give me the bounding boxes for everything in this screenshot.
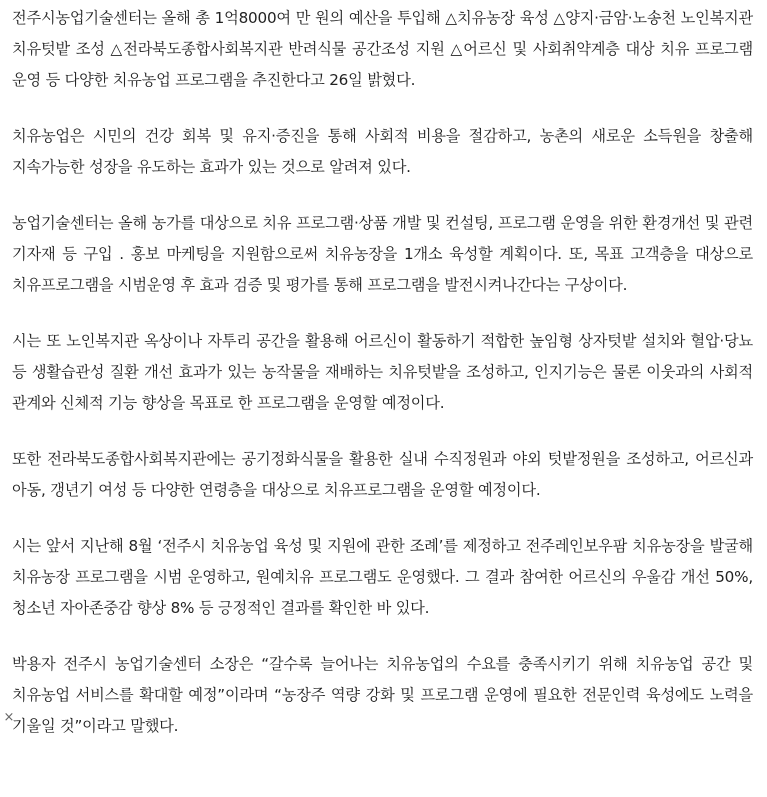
article-paragraph-1: 전주시농업기술센터는 올해 총 1억8000여 만 원의 예산을 투입해 △치유농장 육성 △양지·금암·노송천 노인복지관 치유텃밭 조성 △전라북도종합사회복지관 반려식물 공간조성 지원 △어르신 및 사회취약계층 대상 치유 프로그램 운영 등 다양한 치유농업 프로그램을 추진한다고 26일 밝혔다.	[12, 9, 753, 89]
article-paragraph-7: 박용자 전주시 농업기술센터 소장은 “갈수록 늘어나는 치유농업의 수요를 충족시키기 위해 치유농업 공간 및 치유농업 서비스를 확대할 예정”이라며 “농장주 역량 강화 및 프로그램 운영에 필요한 전문인력 육성에도 노력을 기울일 것”이라고 말했다.	[12, 655, 753, 735]
article-paragraph-4: 시는 또 노인복지관 옥상이나 자투리 공간을 활용해 어르신이 활동하기 적합한 높임형 상자텃밭 설치와 혈압·당뇨 등 생활습관성 질환 개선 효과가 있는 농작물을 재배하는 치유텃밭을 조성하고, 인지기능은 물론 이웃과의 사회적 관계와 신체적 기능 향상을 목표로 한 프로그램을 운영할 예정이다.	[12, 332, 753, 412]
article-paragraph-2: 치유농업은 시민의 건강 회복 및 유지·증진을 통해 사회적 비용을 절감하고, 농촌의 새로운 소득원을 창출해 지속가능한 성장을 유도하는 효과가 있는 것으로 알려져 있다.	[12, 127, 753, 176]
article-paragraph-3: 농업기술센터는 올해 농가를 대상으로 치유 프로그램·상품 개발 및 컨설팅, 프로그램 운영을 위한 환경개선 및 관련 기자재 등 구입 . 홍보 마케팅을 지원함으로써 치유농장을 1개소 육성할 계획이다. 또, 목표 고객층을 대상으로 치유프로그램을 시범운영 후 효과 검증 및 평가를 통해 프로그램을 발전시켜나간다는 구상이다.	[12, 214, 753, 294]
close-icon[interactable]: ×	[3, 710, 15, 725]
article-paragraph-6: 시는 앞서 지난해 8월 ‘전주시 치유농업 육성 및 지원에 관한 조례’를 제정하고 전주레인보우팜 치유농장을 발굴해 치유농장 프로그램을 시범 운영하고, 원예치유 프로그램도 운영했다. 그 결과 참여한 어르신의 우울감 개선 50%, 청소년 자아존중감 향상 8% 등 긍정적인 결과를 확인한 바 있다.	[12, 537, 753, 617]
article-body	[12, 3, 753, 767]
article-paragraph-5: 또한 전라북도종합사회복지관에는 공기정화식물을 활용한 실내 수직정원과 야외 텃밭정원을 조성하고, 어르신과 아동, 갱년기 여성 등 다양한 연령층을 대상으로 치유프로그램을 운영할 예정이다.	[12, 450, 753, 499]
